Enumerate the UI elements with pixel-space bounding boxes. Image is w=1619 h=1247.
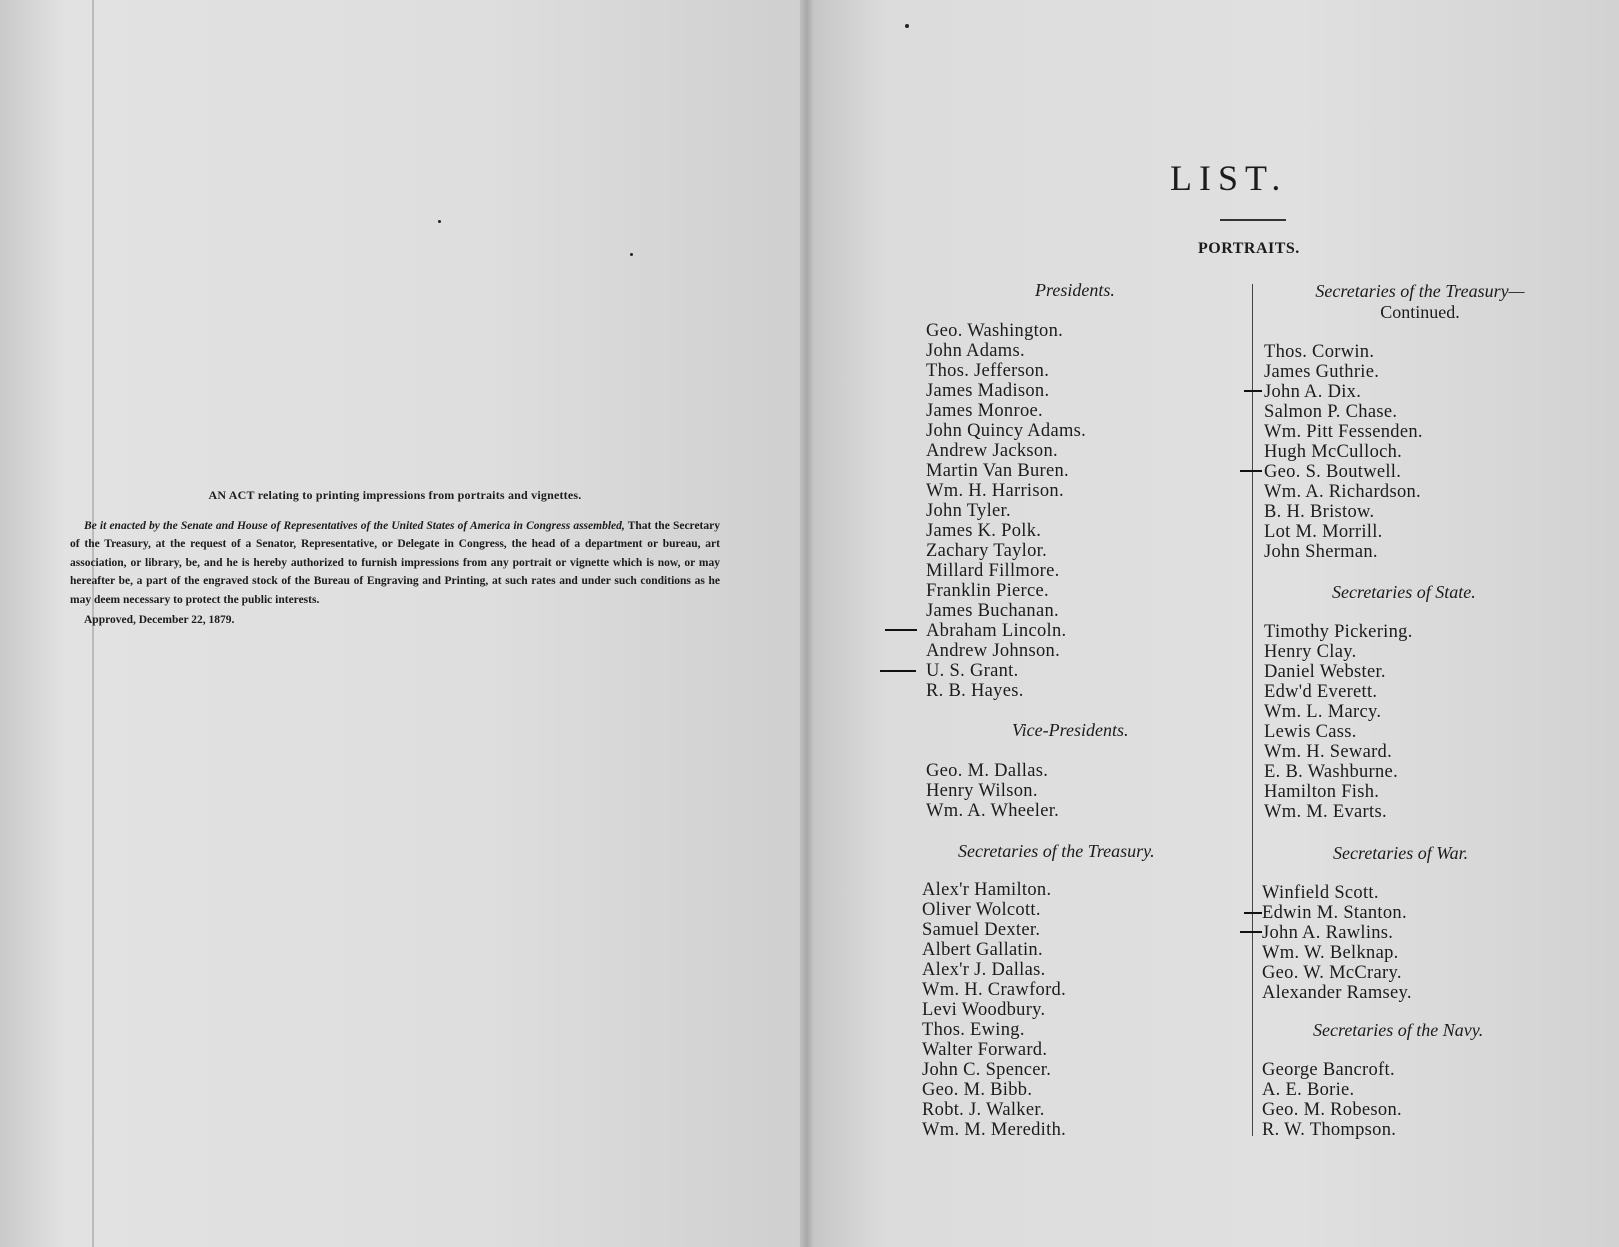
- list-item: Wm. A. Richardson.: [1264, 482, 1421, 502]
- list-item: James Guthrie.: [1264, 362, 1380, 382]
- list-item: Geo. M. Dallas.: [926, 761, 1049, 781]
- list-item: Hamilton Fish.: [1264, 782, 1380, 802]
- list-item: Walter Forward.: [922, 1040, 1048, 1060]
- list-item: Andrew Jackson.: [926, 441, 1058, 461]
- title-rule: [1220, 219, 1286, 221]
- list-item: Lot M. Morrill.: [1264, 522, 1383, 542]
- list-item: Millard Fillmore.: [926, 561, 1060, 581]
- list-item: Wm. H. Seward.: [1264, 742, 1393, 762]
- pen-dash-mark: [880, 670, 916, 672]
- list-item: John Quincy Adams.: [926, 421, 1087, 441]
- act-body: [70, 517, 720, 610]
- treasury-continued-list: [1264, 342, 1423, 562]
- list-item: Wm. H. Crawford.: [922, 980, 1067, 1000]
- list-item: Winfield Scott.: [1262, 883, 1379, 903]
- list-item: James Monroe.: [926, 401, 1043, 421]
- list-item: Hugh McCulloch.: [1264, 442, 1403, 462]
- list-item: Wm. M. Evarts.: [1264, 802, 1387, 822]
- ink-speck: [630, 253, 633, 256]
- list-title: LIST.: [1170, 158, 1288, 198]
- list-item: Alexander Ramsey.: [1262, 983, 1412, 1003]
- ink-speck: [905, 24, 909, 28]
- pen-dash-mark: [1244, 912, 1262, 914]
- presidents-list: [926, 321, 1086, 701]
- list-item: Andrew Johnson.: [926, 641, 1060, 661]
- navy-heading: Secretaries of the Navy.: [1313, 1020, 1484, 1040]
- list-item: John C. Spencer.: [922, 1060, 1052, 1080]
- navy-list: [1262, 1060, 1402, 1140]
- treasury-continued-heading-line2: Continued.: [1380, 302, 1460, 322]
- list-item: R. W. Thompson.: [1262, 1120, 1397, 1140]
- treasury-list: [922, 880, 1066, 1140]
- list-item: John Sherman.: [1264, 542, 1378, 562]
- list-item: Henry Wilson.: [926, 781, 1038, 801]
- list-item: Abraham Lincoln.: [926, 621, 1067, 641]
- list-item: Geo. Washington.: [926, 321, 1064, 341]
- list-item: Robt. J. Walker.: [922, 1100, 1045, 1120]
- treasury-continued-heading-line1: Secretaries of the Treasury—: [1315, 281, 1525, 301]
- state-list: [1264, 622, 1413, 822]
- ink-speck: [438, 220, 441, 223]
- list-item: Lewis Cass.: [1264, 722, 1357, 742]
- column-divider: [1252, 284, 1253, 1136]
- list-item: George Bancroft.: [1262, 1060, 1395, 1080]
- list-item: Oliver Wolcott.: [922, 900, 1041, 920]
- list-item: John A. Rawlins.: [1262, 923, 1394, 943]
- list-item: Wm. H. Harrison.: [926, 481, 1064, 501]
- act-provision: That the Secretary of the Treasury, at the request of a Senator, Representative, or Delegate in Congress, the head of a department or bureau, art association, or library, be, and he is hereby authorized to furnish impressions from any portrait or vignette which is now, or may hereafter be, a part of the engraved stock of the Bureau of Engraving and Printing, at such rates and under such conditions as he may deem necessary to protect the public interests.: [70, 519, 720, 606]
- list-item: John Adams.: [926, 341, 1025, 361]
- list-item: Geo. S. Boutwell.: [1264, 462, 1402, 482]
- list-item: Levi Woodbury.: [922, 1000, 1046, 1020]
- list-item: Geo. W. McCrary.: [1262, 963, 1402, 983]
- treasury-heading: Secretaries of the Treasury.: [958, 841, 1155, 861]
- list-item: James Madison.: [926, 381, 1050, 401]
- war-heading: Secretaries of War.: [1333, 843, 1469, 863]
- state-heading: Secretaries of State.: [1332, 582, 1476, 602]
- enacting-clause: Be it enacted by the Senate and House of Representatives of the United States of America in Congress assembled,: [84, 519, 625, 532]
- list-item: Timothy Pickering.: [1264, 622, 1413, 642]
- pen-dash-mark: [1240, 931, 1262, 933]
- list-item: John A. Dix.: [1264, 382, 1362, 402]
- act-text: [70, 486, 720, 630]
- list-item: Thos. Ewing.: [922, 1020, 1025, 1040]
- list-item: Wm. L. Marcy.: [1264, 702, 1382, 722]
- page-fold: [800, 0, 814, 1247]
- portraits-heading: PORTRAITS.: [1198, 240, 1300, 257]
- list-item: R. B. Hayes.: [926, 681, 1024, 701]
- pen-dash-mark: [885, 629, 917, 631]
- list-item: Wm. W. Belknap.: [1262, 943, 1399, 963]
- list-item: Wm. A. Wheeler.: [926, 801, 1060, 821]
- list-item: Wm. Pitt Fessenden.: [1264, 422, 1423, 442]
- list-item: Alex'r J. Dallas.: [922, 960, 1046, 980]
- list-item: Thos. Corwin.: [1264, 342, 1375, 362]
- list-item: E. B. Washburne.: [1264, 762, 1398, 782]
- list-item: John Tyler.: [926, 501, 1011, 521]
- list-item: Edw'd Everett.: [1264, 682, 1378, 702]
- act-approved: Approved, December 22, 1879.: [84, 614, 235, 626]
- list-item: Henry Clay.: [1264, 642, 1357, 662]
- list-item: Geo. M. Bibb.: [922, 1080, 1033, 1100]
- list-item: Edwin M. Stanton.: [1262, 903, 1407, 923]
- pen-dash-mark: [1244, 390, 1262, 392]
- list-item: A. E. Borie.: [1262, 1080, 1355, 1100]
- vice-presidents-list: [926, 761, 1059, 821]
- list-item: Alex'r Hamilton.: [922, 880, 1052, 900]
- list-item: Zachary Taylor.: [926, 541, 1048, 561]
- presidents-heading: Presidents.: [1035, 280, 1115, 300]
- list-item: Martin Van Buren.: [926, 461, 1069, 481]
- list-item: Wm. M. Meredith.: [922, 1120, 1067, 1140]
- list-item: James K. Polk.: [926, 521, 1042, 541]
- list-item: James Buchanan.: [926, 601, 1059, 621]
- list-item: Samuel Dexter.: [922, 920, 1041, 940]
- list-item: U. S. Grant.: [926, 661, 1019, 681]
- list-item: Franklin Pierce.: [926, 581, 1049, 601]
- list-item: Daniel Webster.: [1264, 662, 1386, 682]
- list-item: Salmon P. Chase.: [1264, 402, 1398, 422]
- treasury-continued-heading: [1288, 281, 1552, 323]
- act-title: AN ACT relating to printing impressions from portraits and vignettes.: [208, 488, 582, 502]
- list-item: Albert Gallatin.: [922, 940, 1043, 960]
- list-item: B. H. Bristow.: [1264, 502, 1375, 522]
- war-list: [1262, 883, 1412, 1003]
- pen-dash-mark: [1240, 470, 1262, 472]
- list-item: Geo. M. Robeson.: [1262, 1100, 1402, 1120]
- list-item: Thos. Jefferson.: [926, 361, 1050, 381]
- vice-presidents-heading: Vice-Presidents.: [1012, 720, 1129, 740]
